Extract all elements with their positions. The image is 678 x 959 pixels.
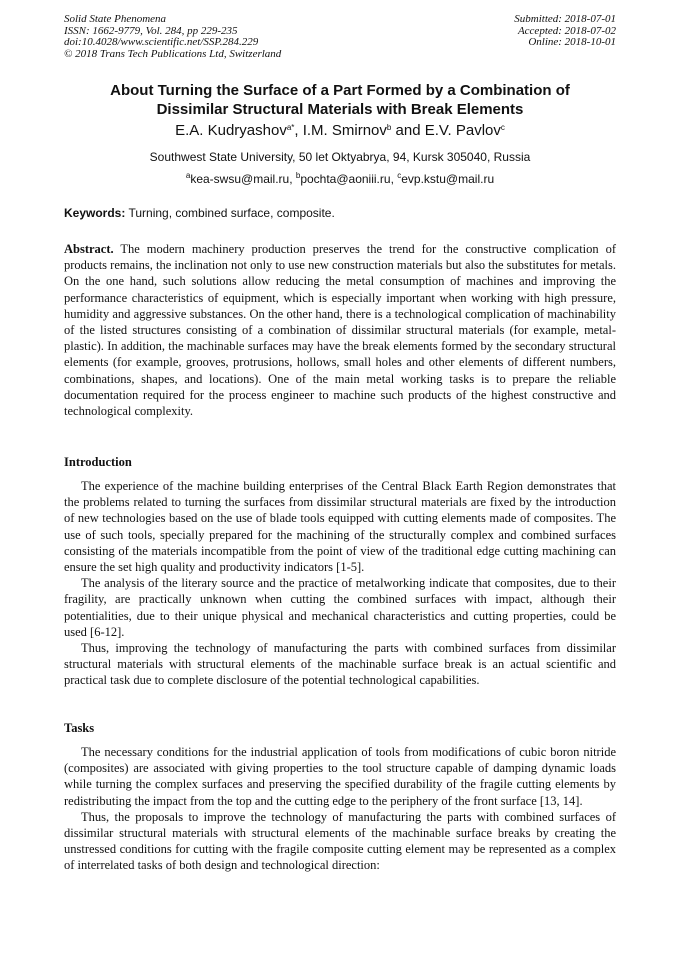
keywords [64,206,616,221]
journal-name: Solid State Phenomena [64,13,167,25]
abstract [64,241,616,419]
tasks-body [64,744,616,874]
section-heading-tasks: Tasks [64,721,95,735]
journal-doi: doi:10.4028/www.scientific.net/SSP.284.229 [64,36,259,48]
paragraph: Thus, the proposals to improve the technology of manufacturing the parts with combined surfaces of dissimilar structural materials with structural elements of the machinable surface breaks by creating the unstressed conditions for cutting with the fragile composite cutting element may be represented as a complex of interrelated tasks of both design and technological direction: [64,809,616,873]
keywords-label: Keywords: [64,206,126,220]
affiliation: Southwest State University, 50 let Oktyabrya, 94, Kursk 305040, Russia [149,150,531,164]
paragraph: The experience of the machine building enterprises of the Central Black Earth Region demonstrates that the problems related to turning the surfaces from dissimilar structural materials are fixed by the introduction of new technologies based on the use of blade tools equipped with cutting elements made of composites. The use of such tools, specially prepared for the machining of the structurally complex and combined surfaces consisting of the materials incompatible from the point of view of the traditional edge cutting machining can ensure the set high quality and productivity indicators [1-5]. [64,479,616,575]
paper-title [64,82,616,119]
submission-dates [514,14,616,49]
author-name: and E.V. Pavlov [391,122,501,139]
author-mark: b [386,123,392,132]
journal-info [64,14,281,60]
title-line: About Turning the Surface of a Part Formed by a Combination of [110,82,570,99]
abstract-text: The modern machinery production preserves the trend for the constructive complication of products remains, the inclination not only to use new construction materials but also the substitutes for metals. On the one hand, such solutions allow reducing the metal consumption of machines and improving the performance characteristics of equipment, which is especially important when working with high pressure, humidity and aggressive substances. On the other hand, there is a technological complication of machinability of the listed structures consisting of a combination of dissimilar structural materials (for example, metal-plastic). In addition, the machinable surfaces may have the break elements formed by the secondary structural elements (for example, grooves, protrusions, hollows, small holes and other elements of different numbers, combinations, shapes, and locations). One of the main metal working tasks is to prepare the reliable documentation required for the process engineer to machine such products of the highest constructive and technological complexity. [64,242,616,419]
introduction-body [64,478,616,689]
title-line: Dissimilar Structural Materials with Break Elements [156,100,524,118]
email-address: pochta@aoniii.ru, [300,172,398,186]
author-name: E.A. Kudryashov [175,122,287,139]
email-mark: a [185,171,191,180]
journal-copyright: © 2018 Trans Tech Publications Ltd, Switzerland [64,47,282,60]
author-mark: c [500,123,505,132]
paragraph: The analysis of the literary source and the practice of metalworking indicate that composites, due to their fragility, are practically unknown when cutting the combined surfaces with impact, although their potentialities, due to their unique physical and mechanical characteristics and cutting properties, could be used [6-12]. [64,576,616,639]
online-date: Online: 2018-10-01 [528,36,616,48]
author-list [64,122,616,140]
section-heading-introduction: Introduction [64,455,132,469]
email-mark: b [295,171,301,180]
email-address: evp.kstu@mail.ru [401,172,495,186]
paragraph: Thus, improving the technology of manufacturing the parts with combined surfaces from dissimilar structural materials with structural elements of the machinable surface break is an actual scientific and practical task due to complete disclosure of the potential technological capabilities. [64,641,616,688]
author-name: , I.M. Smirnov [294,122,387,139]
keywords-text: Turning, combined surface, composite. [125,206,335,220]
submitted-date: Submitted: 2018-07-01 [514,13,616,25]
author-emails [64,172,616,187]
journal-issn: ISSN: 1662-9779, Vol. 284, pp 229-235 [64,24,238,37]
paragraph: The necessary conditions for the industrial application of tools from modifications of cubic boron nitride (composites) are associated with giving properties to the tool structure capable of damping dynamic loads while turning the complex surfaces and preserving the specified durability of the fragile cutting elements by redistributing the impact from the top and the cutting edge to the periphery of the front surface [13, 14]. [64,745,616,808]
accepted-date: Accepted: 2018-07-02 [517,24,616,37]
email-address: kea-swsu@mail.ru, [190,172,296,186]
abstract-label: Abstract. [64,242,114,256]
email-mark: c [397,171,402,180]
author-mark: a* [286,123,295,132]
